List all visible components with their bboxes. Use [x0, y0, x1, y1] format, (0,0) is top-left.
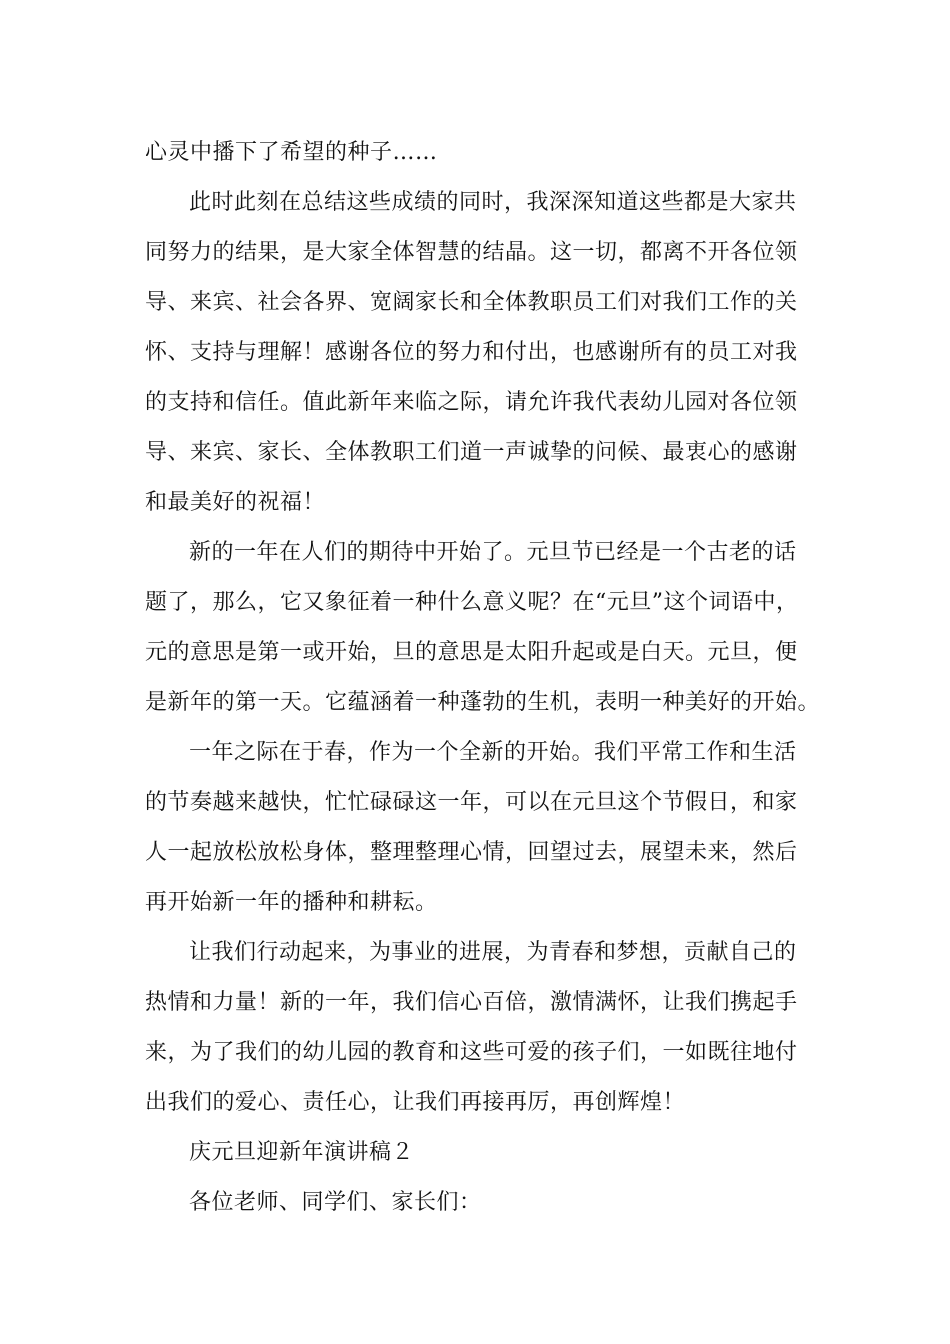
text-line: 和最美好的祝福！	[145, 490, 326, 515]
text-line: 庆元旦迎新年演讲稿２	[189, 1140, 415, 1165]
text-line: 一年之际在于春，作为一个全新的开始。我们平常工作和生活	[189, 740, 797, 765]
text-line: 新的一年在人们的期待中开始了。元旦节已经是一个古老的话	[189, 540, 797, 565]
text-line: 是新年的第一天。它蕴涵着一种蓬勃的生机，表明一种美好的开始。	[145, 690, 821, 715]
text-line: 导、来宾、家长、全体教职工们道一声诚挚的问候、最衷心的感谢	[145, 440, 798, 465]
text-line: 导、来宾、社会各界、宽阔家长和全体教职员工们对我们工作的关	[145, 290, 798, 315]
text-line: 的支持和信任。值此新年来临之际，请允许我代表幼儿园对各位领	[145, 390, 798, 415]
text-line: 来，为了我们的幼儿园的教育和这些可爱的孩子们，一如既往地付	[145, 1040, 798, 1065]
text-line: 各位老师、同学们、家长们：	[189, 1190, 482, 1215]
text-line: 同努力的结果，是大家全体智慧的结晶。这一切，都离不开各位领	[145, 240, 798, 265]
text-line: 人一起放松放松身体，整理整理心情，回望过去，展望未来，然后	[145, 840, 798, 865]
text-line: 怀、支持与理解！感谢各位的努力和付出，也感谢所有的员工对我	[145, 340, 798, 365]
text-line: 心灵中播下了希望的种子……	[145, 140, 438, 165]
text-line: 热情和力量！新的一年，我们信心百倍，激情满怀，让我们携起手	[145, 990, 798, 1015]
text-line: 的节奏越来越快，忙忙碌碌这一年，可以在元旦这个节假日，和家	[145, 790, 798, 815]
text-line: 元的意思是第一或开始，旦的意思是太阳升起或是白天。元旦，便	[145, 640, 798, 665]
text-line: 再开始新一年的播种和耕耘。	[145, 890, 438, 915]
text-line: 出我们的爱心、责任心，让我们再接再厉，再创辉煌！	[145, 1090, 686, 1115]
text-line: 此时此刻在总结这些成绩的同时，我深深知道这些都是大家共	[189, 190, 797, 215]
text-line: 让我们行动起来，为事业的进展，为青春和梦想，贡献自己的	[189, 940, 797, 965]
document-body	[145, 128, 821, 1228]
text-line: 题了，那么，它又象征着一种什么意义呢？在“元旦”这个词语中，	[145, 590, 799, 615]
